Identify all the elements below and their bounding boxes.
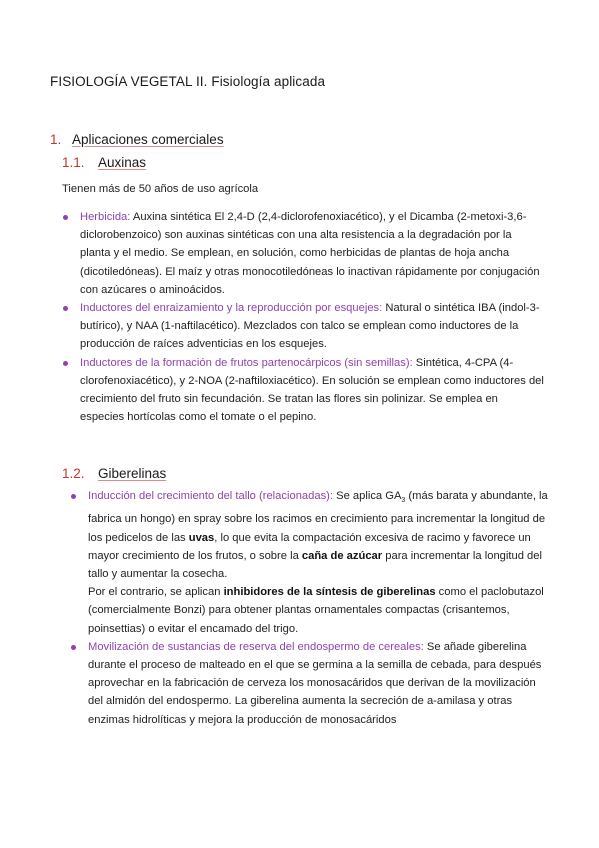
subsection-title: Giberelinas — [98, 466, 167, 481]
item-text: Natural o sintética IBA (indol-3-butírico), y NAA (1-naftilacético). Mezclados con talco se emplean como inductores de la producción de raíces adventicias en los esquejes. — [80, 302, 540, 351]
item-term: Movilización de sustancias de reserva del endospermo de cereales — [88, 640, 421, 653]
item-text: Se añade giberelina durante el proceso de malteado en el que se germina a la semilla de cebada, para después aprovechar en la fabricación de cerveza los monosacáridos que derivan de la movilización del almidón del endospermo. La giberelina aumenta la secreción de a-amilasa y otras enzimas hidrolíticas y mejora la producción de monosacáridos — [88, 640, 542, 726]
page-title: FISIOLOGÍA VEGETAL II. Fisiología aplicada — [50, 74, 326, 89]
section-heading-aplicaciones — [50, 132, 224, 147]
item-term: Inductores del enraizamiento y la reproducción por esquejes — [80, 302, 380, 315]
subsection-title: Auxinas — [98, 155, 147, 170]
giberelinas-list — [70, 487, 548, 729]
item-text: Sintética, 4-CPA (4-clorofenoxiacético), y 2-NOA (2-naftiloxiacético). En solución se emplean como inductores del crecimiento del fruto sin fecundación. Se tratan las flores sin polinizar. Se emplea en especies hortícolas como el tomate o el pepino. — [80, 356, 544, 424]
item-term: Inducción del crecimiento del tallo (relacionadas) — [88, 490, 330, 502]
item-text: Auxina sintética El 2,4-D (2,4-diclorofenoxiacético), y el Dicamba (2-metoxi-3,6-diclorobenzoico) son auxinas sintéticas con una alta resistencia a la degradación por la planta y el medio. Se emplean, en solución, como herbicidas de plantas de hoja ancha (dicotiledóneas). El maíz y otras monocotiledóneas lo inactivan rápidamente por conjugación con azúcares o aminoácidos. — [80, 211, 540, 296]
auxinas-list — [62, 208, 544, 426]
section-title: Aplicaciones comerciales — [72, 132, 224, 147]
auxinas-intro: Tienen más de 50 años de uso agrícola — [62, 183, 259, 195]
item-term: Inductores de la formación de frutos partenocárpicos (sin semillas) — [80, 356, 410, 369]
subsection-number: 1.1. — [62, 155, 85, 170]
subsection-heading-auxinas — [62, 155, 146, 170]
list-item-partenocarpicos: Inductores de la formación de frutos partenocárpicos (sin semillas): Sintética, 4-CPA (4-clorofenoxiacético), y 2-NOA (2-naftiloxiacético). En solución se emplean como inductores del crecimiento del fruto sin fecundación. Se tratan las flores sin polinizar. Se emplea en especies hortícolas como el tomate o el pepino. — [62, 354, 544, 427]
section-number: 1. — [50, 132, 62, 147]
list-item-enraizamiento: Inductores del enraizamiento y la reproducción por esquejes: Natural o sintética IBA (indol-3-butírico), y NAA (1-naftilacético). Mezclados con talco se emplean como inductores de la producción de raíces adventicias en los esquejes. — [62, 299, 544, 354]
list-item-crecimiento-tallo: Inducción del crecimiento del tallo (relacionadas): Se aplica $GA_3$ (más barata y abundante, la fabrica un hongo) en spray sobre los racimos en crecimiento para incrementar la longitud de los pedicelos de las uvas, lo que evita la compactación excesiva de racimo y favorece un mayor crecimiento de los frutos, o sobre la caña de azúcar para incrementar la longitud del tallo y aumentar la cosecha. Por el contrario, se aplican inhibidores de la síntesis de giberelinas como el paclobutazol (comercialmente Bonzi) para obtener plantas ornamentales compactas (crisantemos, poinsettias) o evitar el encamado del trigo. — [70, 487, 548, 638]
subsection-number: 1.2. — [62, 466, 85, 481]
item-term: Herbicida — [80, 211, 128, 223]
list-item-herbicida: Herbicida: Auxina sintética El 2,4-D (2,4-diclorofenoxiacético), y el Dicamba (2-metoxi-3,6-diclorobenzoico) son auxinas sintéticas con una alta resistencia a la degradación por la planta y el medio. Se emplean, en solución, como herbicidas de plantas de hoja ancha (dicotiledóneas). El maíz y otras monocotiledóneas lo inactivan rápidamente por conjugación con azúcares o aminoácidos. — [62, 208, 544, 299]
subsection-heading-giberelinas — [62, 466, 166, 481]
list-item-movilizacion: Movilización de sustancias de reserva del endospermo de cereales: Se añade giberelina durante el proceso de malteado en el que se germina a la semilla de cebada, para después aprovechar en la fabricación de cerveza los monosacáridos que derivan de la movilización del almidón del endospermo. La giberelina aumenta la secreción de a-amilasa y otras enzimas hidrolíticas y mejora la producción de monosacáridos — [70, 638, 548, 729]
